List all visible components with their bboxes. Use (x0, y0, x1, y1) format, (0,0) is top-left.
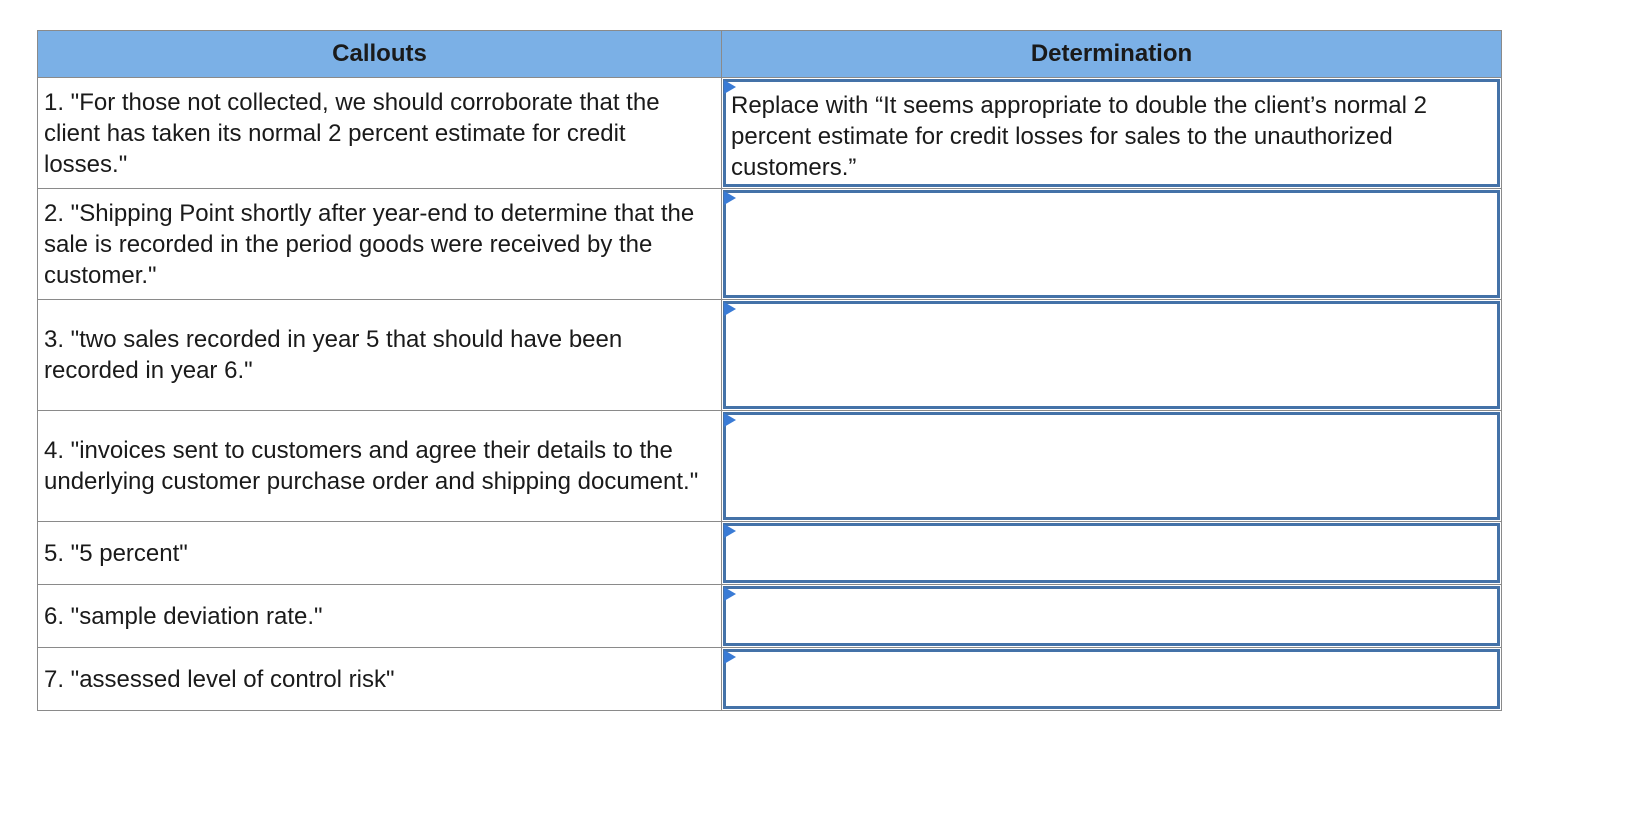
triangle-right-icon (724, 302, 736, 316)
determination-dropdown-3[interactable] (723, 301, 1500, 409)
determination-cell (722, 522, 1502, 585)
table-row (38, 522, 1502, 585)
table-row (38, 189, 1502, 300)
triangle-right-icon (724, 524, 736, 538)
callout-text: 4. "invoices sent to customers and agree their details to the underlying customer purchase order and shipping document." (38, 411, 722, 522)
callouts-header: Callouts (38, 31, 722, 78)
determination-cell (722, 585, 1502, 648)
callouts-table (37, 30, 1502, 711)
triangle-right-icon (724, 191, 736, 205)
triangle-right-icon (724, 80, 736, 94)
triangle-right-icon (724, 413, 736, 427)
table-row (38, 585, 1502, 648)
determination-cell (722, 300, 1502, 411)
callout-text: 3. "two sales recorded in year 5 that should have been recorded in year 6." (38, 300, 722, 411)
table-row (38, 78, 1502, 189)
table-row (38, 300, 1502, 411)
determination-dropdown-4[interactable] (723, 412, 1500, 520)
determination-cell (722, 411, 1502, 522)
table-header-row (38, 31, 1502, 78)
determination-dropdown-5[interactable] (723, 523, 1500, 583)
determination-cell (722, 78, 1502, 189)
determination-dropdown-7[interactable] (723, 649, 1500, 709)
table-row (38, 648, 1502, 711)
determination-header: Determination (722, 31, 1502, 78)
callout-text: 6. "sample deviation rate." (38, 585, 722, 648)
determination-dropdown-2[interactable] (723, 190, 1500, 298)
determination-cell (722, 648, 1502, 711)
callout-text: 1. "For those not collected, we should corroborate that the client has taken its normal 2 percent estimate for credit losses." (38, 78, 722, 189)
determination-dropdown-6[interactable] (723, 586, 1500, 646)
triangle-right-icon (724, 587, 736, 601)
callout-text: 7. "assessed level of control risk" (38, 648, 722, 711)
determination-dropdown-1[interactable]: Replace with “It seems appropriate to double the client’s normal 2 percent estimate for credit losses for sales to the unauthorized customers.” (723, 79, 1500, 187)
triangle-right-icon (724, 650, 736, 664)
table-row (38, 411, 1502, 522)
callout-text: 2. "Shipping Point shortly after year-end to determine that the sale is recorded in the period goods were received by the customer." (38, 189, 722, 300)
determination-cell (722, 189, 1502, 300)
callout-text: 5. "5 percent" (38, 522, 722, 585)
